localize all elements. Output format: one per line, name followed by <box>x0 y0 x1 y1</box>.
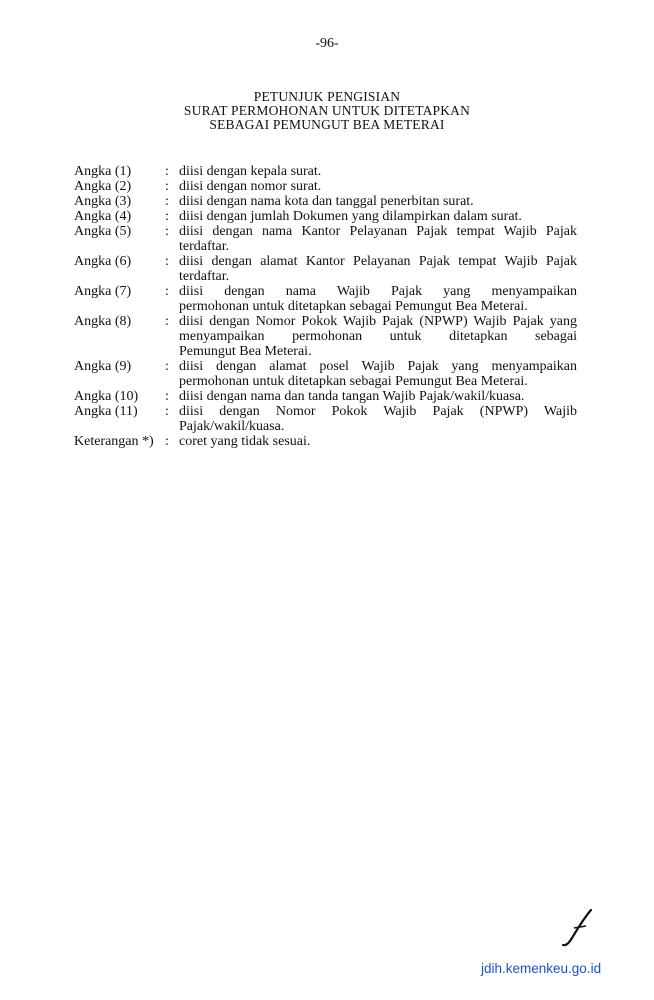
description-line: diisi dengan kepala surat. <box>179 164 322 179</box>
description-line: diisi dengan nama Wajib Pajak yang menyampaikan <box>179 284 577 299</box>
title-line: SEBAGAI PEMUNGUT BEA METERAI <box>209 117 445 132</box>
description-line: diisi dengan Nomor Pokok Wajib Pajak (NPWP) Wajib <box>179 404 577 419</box>
list-item <box>74 224 578 254</box>
description-line: diisi dengan nama kota dan tanggal penerbitan surat. <box>179 194 474 209</box>
description-line: menyampaikan permohonan untuk ditetapkan sebagai <box>179 329 577 344</box>
item-description <box>179 164 577 179</box>
colon: : <box>165 389 169 404</box>
item-description <box>179 284 577 314</box>
description-line: coret yang tidak sesuai. <box>179 434 311 449</box>
colon: : <box>165 209 169 224</box>
list-item <box>74 434 578 449</box>
list-item <box>74 404 578 434</box>
description-line: diisi dengan nomor surat. <box>179 179 322 194</box>
description-line: Pemungut Bea Meterai. <box>179 344 312 359</box>
colon: : <box>165 164 169 179</box>
colon: : <box>165 434 169 449</box>
item-label: Angka (10) <box>74 389 139 404</box>
item-label: Angka (3) <box>74 194 132 209</box>
list-item <box>74 209 578 224</box>
item-label: Angka (11) <box>74 404 138 419</box>
description-line: diisi dengan Nomor Pokok Wajib Pajak (NPWP) Wajib Pajak yang <box>179 314 577 329</box>
footer-link[interactable]: jdih.kemenkeu.go.id <box>481 961 602 976</box>
item-description <box>179 359 577 389</box>
description-line: permohonan untuk ditetapkan sebagai Pemungut Bea Meterai. <box>179 299 528 314</box>
description-line: diisi dengan alamat Kantor Pelayanan Pajak tempat Wajib Pajak <box>179 254 577 269</box>
description-line: Pajak/wakil/kuasa. <box>179 419 285 434</box>
item-description <box>179 389 577 404</box>
list-item <box>74 164 578 179</box>
item-label: Angka (4) <box>74 209 132 224</box>
description-line: diisi dengan jumlah Dokumen yang dilampirkan dalam surat. <box>179 209 522 224</box>
list-item <box>74 194 578 209</box>
description-line: terdaftar. <box>179 269 230 284</box>
signature-initial-icon <box>560 908 596 948</box>
colon: : <box>165 194 169 209</box>
item-label: Angka (2) <box>74 179 132 194</box>
item-label: Angka (8) <box>74 314 132 329</box>
item-label: Keterangan *) <box>74 434 154 449</box>
item-description <box>179 194 577 209</box>
colon: : <box>165 404 169 419</box>
colon: : <box>165 224 169 239</box>
list-item <box>74 284 578 314</box>
description-line: permohonan untuk ditetapkan sebagai Pemungut Bea Meterai. <box>179 374 528 389</box>
item-description <box>179 434 577 449</box>
description-line: diisi dengan alamat posel Wajib Pajak yang menyampaikan <box>179 359 577 374</box>
list-item <box>74 314 578 359</box>
item-label: Angka (5) <box>74 224 132 239</box>
item-label: Angka (7) <box>74 284 132 299</box>
item-description <box>179 254 577 284</box>
instruction-list <box>74 164 578 449</box>
document-title <box>0 90 654 132</box>
item-description <box>179 209 577 224</box>
list-item <box>74 179 578 194</box>
description-line: diisi dengan nama dan tanda tangan Wajib Pajak/wakil/kuasa. <box>179 389 525 404</box>
colon: : <box>165 179 169 194</box>
description-line: terdaftar. <box>179 239 230 254</box>
list-item <box>74 359 578 389</box>
list-item <box>74 389 578 404</box>
item-label: Angka (6) <box>74 254 132 269</box>
item-description <box>179 179 577 194</box>
item-label: Angka (1) <box>74 164 132 179</box>
description-line: diisi dengan nama Kantor Pelayanan Pajak tempat Wajib Pajak <box>179 224 577 239</box>
item-description <box>179 314 577 359</box>
item-label: Angka (9) <box>74 359 132 374</box>
title-line: SURAT PERMOHONAN UNTUK DITETAPKAN <box>183 103 471 118</box>
title-line: PETUNJUK PENGISIAN <box>253 89 401 104</box>
colon: : <box>165 314 169 329</box>
colon: : <box>165 284 169 299</box>
colon: : <box>165 254 169 269</box>
colon: : <box>165 359 169 374</box>
list-item <box>74 254 578 284</box>
page-number: -96- <box>315 36 339 51</box>
item-description <box>179 224 577 254</box>
item-description <box>179 404 577 434</box>
